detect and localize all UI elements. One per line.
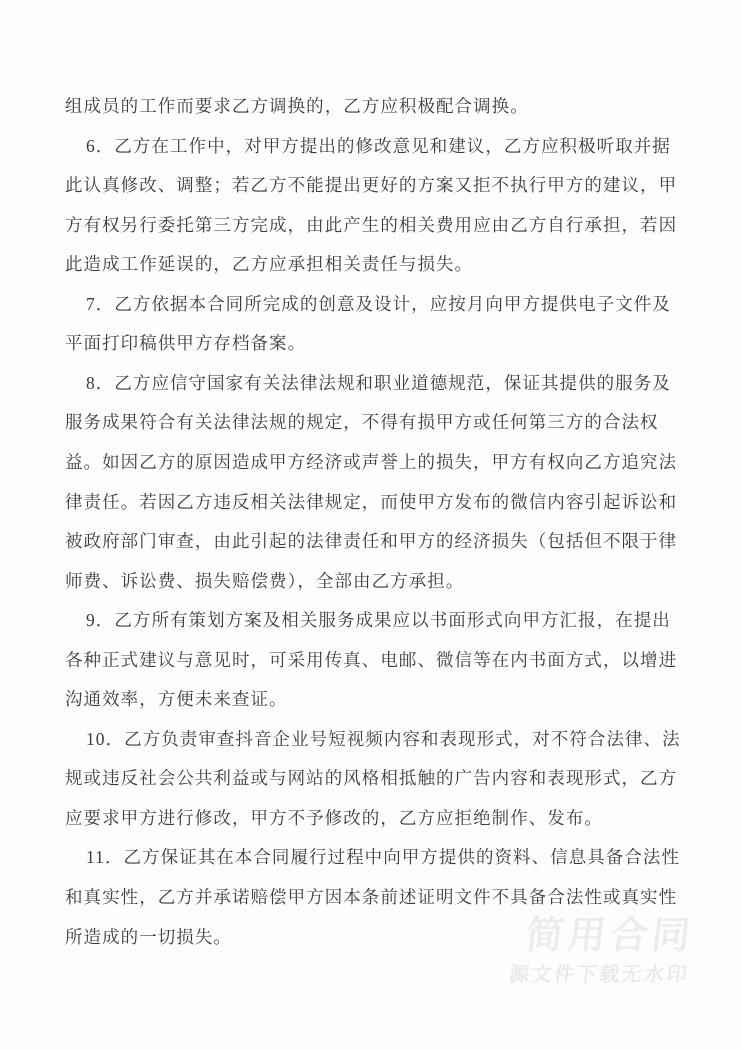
contract-line: 此造成工作延误的，乙方应承担相关责任与损失。 [65,254,474,275]
contract-line: 7．乙方依据本合同所完成的创意及设计，应按月向甲方提供电子文件及 [86,293,671,314]
contract-line: 律责任。若因乙方违反相关法律规定，而使甲方发布的微信内容引起诉讼和 [65,491,678,512]
contract-line: 被政府部门审查，由此引起的法律责任和甲方的经济损失（包括但不限于律 [65,531,678,551]
contract-line: 10．乙方负责审查抖音企业号短视频内容和表现形式，对不符合法律、法 [86,728,681,749]
contract-line: 应要求甲方进行修改，甲方不予修改的，乙方应拒绝制作、发布。 [65,807,603,828]
contract-line: 9．乙方所有策划方案及相关服务成果应以书面形式向甲方汇报，在提出 [86,610,671,631]
contract-line: 和真实性，乙方并承诺赔偿甲方因本条前述证明文件不具备合法性或真实性 [65,887,678,907]
contract-line: 所造成的一切损失。 [65,926,232,947]
contract-line: 平面打印稿供甲方存档备案。 [65,333,307,354]
contract-line: 8．乙方应信守国家有关法律法规和职业道德规范，保证其提供的服务及 [86,372,671,393]
contract-line: 组成员的工作而要求乙方调换的，乙方应积极配合调换。 [65,96,529,116]
contract-line: 6．乙方在工作中，对甲方提出的修改意见和建议，乙方应积极听取并据 [86,135,671,156]
contract-line: 方有权另行委托第三方完成，由此产生的相关费用应由乙方自行承担，若因 [65,214,678,235]
contract-line: 规或违反社会公共利益或与网站的风格相抵触的广告内容和表现形式，乙方 [65,768,678,789]
watermark-brand: 简用合同 [523,915,697,957]
contract-line: 益。如因乙方的原因造成甲方经济或声誉上的损失，甲方有权向乙方追究法 [65,451,678,472]
watermark-tagline: 源文件下载无水印 [507,964,691,986]
contract-line: 服务成果符合有关法律法规的规定，不得有损甲方或任何第三方的合法权 [65,412,659,433]
contract-line: 此认真修改、调整；若乙方不能提出更好的方案又拒不执行甲方的建议，甲 [65,175,678,196]
contract-line: 师费、诉讼费、损失赔偿费），全部由乙方承担。 [65,570,465,591]
contract-line: 11．乙方保证其在本合同履行过程中向甲方提供的资料、信息具备合法性 [86,847,680,868]
contract-line: 沟通效率，方便未来查证。 [65,689,288,710]
contract-line: 各种正式建议与意见时，可采用传真、电邮、微信等在内书面方式，以增进 [65,649,678,670]
